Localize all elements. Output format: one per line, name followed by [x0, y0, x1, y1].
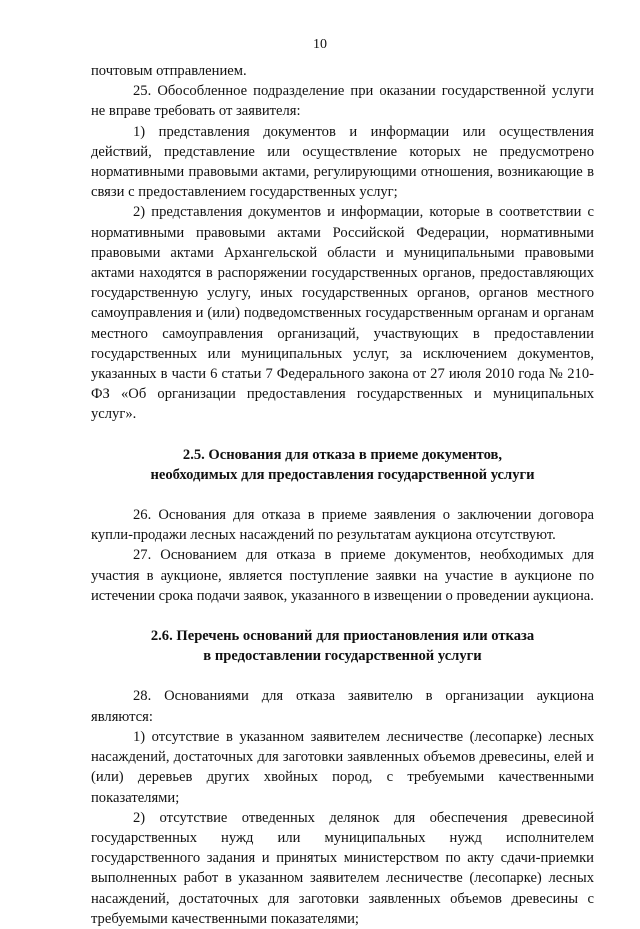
- paragraph: 25. Обособленное подразделение при оказании государственной услуги не вправе требовать от заявителя:: [91, 83, 594, 120]
- section-heading: [91, 626, 594, 666]
- document-body: [91, 61, 594, 929]
- paragraph: 28. Основаниями для отказа заявителю в организации аукциона являются:: [91, 688, 594, 725]
- paragraph: 2) представления документов и информации, которые в соответствии с нормативными правовыми актами Российской Федерации, нормативными правовыми актами Архангельской области и муниципальными правовыми актами находятся в распоряжении государственных органов, предоставляющих государственную услугу, иных государственных органов, органов местного самоуправления и (или) подведомственных государственным органам и органам местного самоуправления организаций, участвующих в предоставлении государственных или муниципальных услуг, за исключением документов, указанных в части 6 статьи 7 Федерального закона от 27 июля 2010 года № 210-ФЗ «Об организации предоставления государственных и муниципальных услуг».: [91, 204, 594, 423]
- paragraph: 1) представления документов и информации или осуществления действий, представление или осуществление которых не предусмотрено нормативными правовыми актами, регулирующими отношения, возникающие в связи с предоставлением государственных услуг;: [91, 123, 594, 201]
- paragraph: 26. Основания для отказа в приеме заявления о заключении договора купли-продажи лесных насаждений по результатам аукциона отсутствуют.: [91, 507, 594, 544]
- paragraph: почтовым отправлением.: [91, 63, 247, 79]
- section-heading-line: 2.5. Основания для отказа в приеме документов,: [182, 446, 503, 463]
- section-heading: [91, 445, 594, 485]
- paragraph: 1) отсутствие в указанном заявителем лесничестве (лесопарке) лесных насаждений, достаточных для заготовки заявленных объемов древесины, елей и (или) деревьев других хвойных пород, с требуемыми качественными показателями;: [91, 728, 594, 806]
- paragraph: 2) отсутствие отведенных делянок для обеспечения древесиной государственных нужд или муниципальных нужд исполнителем государственного задания и принятых министерством по акту сдачи-приемки выполненных работ в указанном заявителем лесничестве (лесопарке) лесных насаждений, достаточных для заготовки заявленных объемов древесины с требуемыми качественными показателями;: [91, 809, 594, 927]
- section-heading-line: необходимых для предоставления государственной услуги: [150, 466, 535, 483]
- section-heading-line: в предоставлении государственной услуги: [203, 648, 482, 665]
- page-number: 10: [313, 37, 327, 52]
- section-heading-line: 2.6. Перечень оснований для приостановления или отказа: [150, 628, 535, 645]
- paragraph: 27. Основанием для отказа в приеме документов, необходимых для участия в аукционе, является поступление заявки на участие в аукционе по истечении срока подачи заявок, указанного в извещении о проведении аукциона.: [91, 547, 594, 604]
